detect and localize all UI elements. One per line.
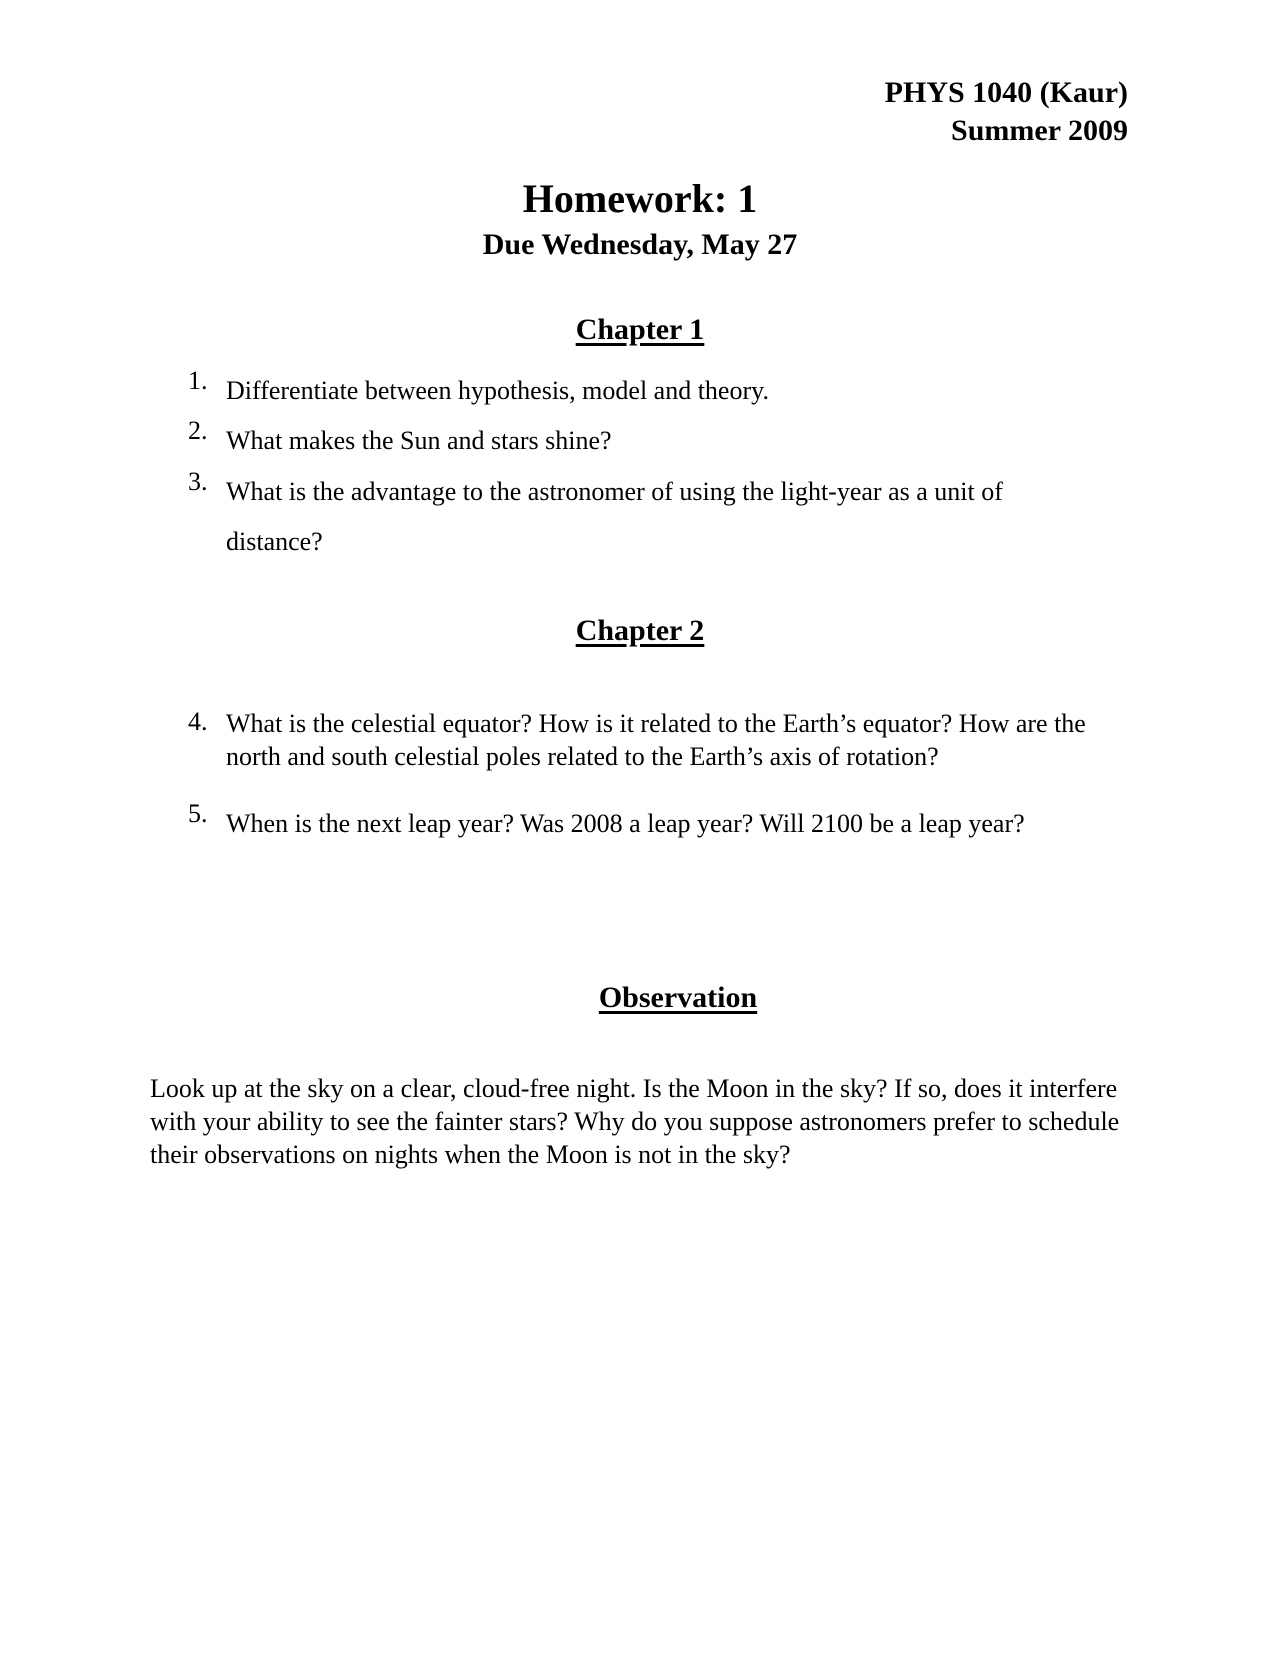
course-header: [885, 74, 1128, 150]
question-number: 1.: [188, 366, 208, 395]
question-text: What is the celestial equator? How is it related to the Earth’s equator? How are the north and south celestial poles related to the Earth’s axis of rotation?: [226, 709, 1086, 771]
chapter-1-heading: Chapter 1: [575, 313, 705, 346]
question-3: [188, 467, 1088, 567]
question-number: 3.: [188, 467, 208, 496]
question-number: 4.: [188, 707, 208, 736]
due-date: Due Wednesday, May 27: [482, 228, 798, 261]
question-text: What makes the Sun and stars shine?: [226, 426, 612, 455]
course-name: PHYS 1040 (Kaur): [884, 76, 1128, 109]
question-1: [188, 366, 1128, 416]
course-term: Summer 2009: [951, 114, 1128, 147]
question-text: When is the next leap year? Was 2008 a leap year? Will 2100 be a leap year?: [226, 809, 1025, 838]
chapter-2-heading: Chapter 2: [575, 614, 705, 647]
homework-title: Homework: 1: [522, 176, 758, 221]
observation-text: Look up at the sky on a clear, cloud-free night. Is the Moon in the sky? If so, does it interfere with your ability to see the fainter stars? Why do you suppose astronomers prefer to schedule their observations on nights when the Moon is not in the sky?: [150, 1074, 1120, 1169]
question-text: What is the advantage to the astronomer of using the light-year as a unit of distance?: [226, 477, 1003, 556]
question-number: 5.: [188, 799, 208, 828]
question-2: [188, 416, 1128, 466]
question-5: [188, 799, 1068, 849]
question-4: [188, 707, 1128, 773]
question-text: Differentiate between hypothesis, model and theory.: [226, 376, 769, 405]
question-number: 2.: [188, 416, 208, 445]
observation-heading: Observation: [598, 981, 758, 1014]
